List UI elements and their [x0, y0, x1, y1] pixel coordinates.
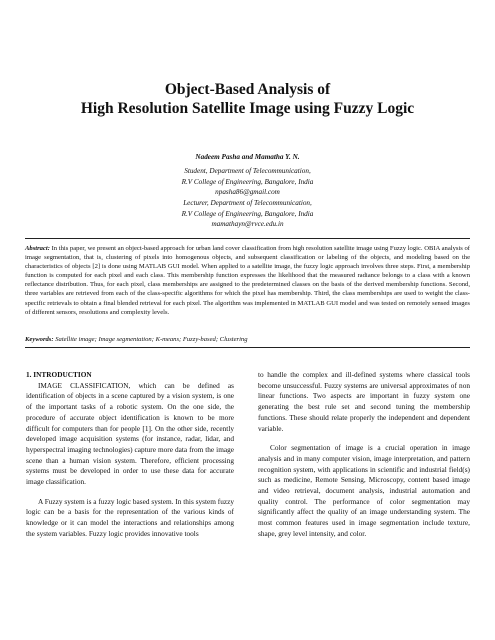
paper-title-line1: Object-Based Analysis of: [164, 81, 331, 98]
body-paragraph: A Fuzzy system is a fuzzy logic based system. In this system fuzzy logic can be a basis for the representation of the various kinds of knowledge or it can model the interactions and relationships among the system variables. Fuzzy logic provides innovative tools: [26, 496, 234, 538]
abstract-label: Abstract:: [25, 245, 50, 252]
section-heading: 1. INTRODUCTION: [26, 370, 92, 379]
author-names: [0, 152, 495, 163]
affiliation-1-college: R.V College of Engineering, Bangalore, India: [181, 177, 314, 186]
body-paragraph: to handle the complex and ill-defined systems where classical tools become unsuccessful. Fuzzy systems are universal approximates of non linear functions. Two aspects are important in fuzzy system one generating the best rule set and second tuning the membership functions. These should relate properly the independent and dependent variable.: [258, 370, 470, 433]
paper-title-line2: High Resolution Satellite Image using Fuzzy Logic: [80, 100, 415, 117]
abstract-text: In this paper, we present an object-based approach for urban land cover classification from high resolution satellite image using Fuzzy logic. OBIA analysis of image segmentation, that is, clustering of pixels into homogenous objects, and subsequent classification or labeling of the objects, and modeling based on the characteristics of objects [2] is done using MATLAB GUI model. When applied to a satellite image, the fuzzy logic approach involves three steps. First, a membership function is computed for each pixel and each class. This membership function expresses the likelihood that the measured radiance belongs to a class with a known reflectance distribution. Thus, for each pixel, class memberships are assigned to the predetermined classes on the basis of the derived membership functions. Second, three variables are retrieved from each of the class-specific algorithms for which the pixel has membership. Third, the class memberships are used to weight the class-specific retrievals to obtain a final blended retrieval for each pixel. The algorithm was implemented in MATLAB GUI model and was tested on remotely sensed images of different sensors, resolutions and complexity levels.: [25, 245, 470, 316]
affiliation-2-email: mamathayn@rvce.edu.in: [211, 220, 284, 228]
author-names-text: Nadeem Pasha and Mamatha Y. N.: [195, 153, 300, 161]
affiliation-1-email: npasha86@gmail.com: [215, 188, 280, 196]
abstract: [25, 244, 470, 317]
abstract-top-rule: [25, 238, 470, 239]
keywords: [25, 335, 470, 344]
affiliation-2: [0, 198, 495, 230]
body-paragraph: Color segmentation of image is a crucial operation in image analysis and in many computer vision, image interpretation, and pattern recognition system, with applications in scientific and industrial field(s) such as medicine, Remote Sensing, Microscopy, content based image and video retrieval, document analysis, industrial automation and quality control. The performance of color segmentation may significantly affect the quality of an image understanding system. The most common features used in image segmentation include texture, shape, grey level intensity, and color.: [258, 443, 470, 538]
body-paragraph: IMAGE CLASSIFICATION, which can be defined as identification of objects in a scene captured by a vision system, is one of the important tasks of a robotic system. On the one side, the procedure of accurate object identification is known to be more difficult for computers than for people [1]. On the other side, recently developed image acquisition systems (for instance, radar, lidar, and hyperspectral imaging technologies) capture more data from the image scene than a human vision system. Therefore, efficient processing systems must be developed in order to use these data for accurate image classification.: [26, 380, 234, 487]
affiliation-2-college: R.V College of Engineering, Bangalore, India: [181, 209, 314, 218]
affiliation-2-role: Lecturer, Department of Telecommunication,: [183, 199, 312, 207]
keywords-label: Keywords:: [25, 336, 54, 343]
keywords-text: Satellite image; Image segmentation; K-means; Fuzzy-based; Clustering: [53, 336, 248, 343]
left-column: [26, 370, 234, 540]
affiliation-1: [0, 166, 495, 198]
affiliation-1-role: Student, Department of Telecommunication,: [184, 167, 311, 175]
right-column: [258, 370, 470, 540]
abstract-bottom-rule: [25, 347, 470, 348]
